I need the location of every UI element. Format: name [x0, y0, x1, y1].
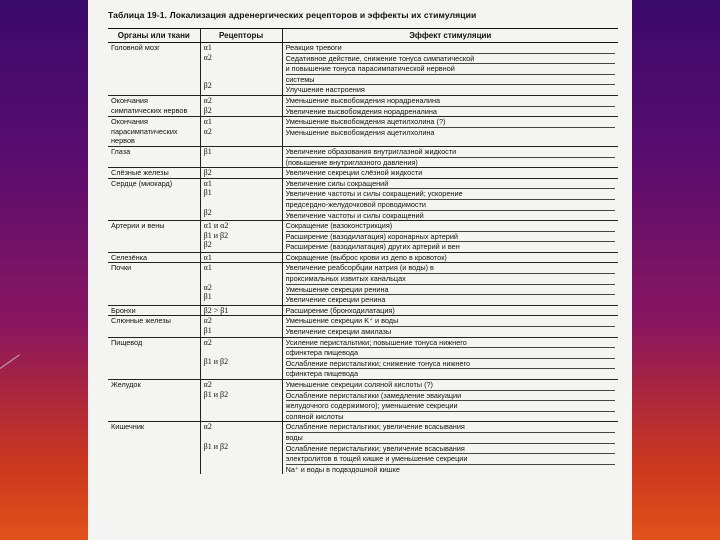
receptor-cell-line [204, 347, 279, 357]
document-page [88, 0, 632, 540]
receptor-cell-line: α1 [203, 43, 212, 52]
table-row [108, 252, 618, 263]
receptor-cell [200, 117, 282, 147]
organ-cell-line: Окончания [111, 117, 148, 127]
effect-cell-line: Ослабление перистальтики; увеличение всасывания [286, 422, 615, 433]
receptor-cell [200, 316, 282, 337]
receptor-cell-line: β1 и β2 [203, 389, 229, 399]
receptor-cell [200, 168, 282, 179]
effect-cell-line: системы [286, 75, 615, 86]
receptor-cell-line: α1 [203, 263, 212, 273]
receptor-cell-line: β2 [203, 81, 212, 91]
effect-cell-line: Ослабление перистальтики (замедление эвакуации [286, 391, 615, 402]
receptor-cell-line [204, 432, 279, 442]
effect-cell-line: Ослабление перистальтики; увеличение всасывания [286, 444, 615, 455]
effect-cell [282, 263, 618, 305]
receptor-cell-line: β2 [203, 240, 212, 250]
receptor-cell [200, 252, 282, 263]
table-row [108, 422, 618, 474]
receptor-cell [200, 221, 282, 253]
organ-cell [108, 221, 200, 253]
receptor-cell [200, 43, 282, 96]
organ-cell [108, 316, 200, 337]
receptor-cell-line: α1 [203, 252, 212, 262]
receptor-cell-line: α2 [203, 282, 212, 292]
receptor-cell-line: α2 [203, 316, 212, 326]
receptor-cell-line: β1 [203, 292, 212, 302]
effect-cell [282, 422, 618, 474]
effect-cell-line: Увеличение секреции ренина [285, 295, 386, 305]
organ-cell-line: Головной мозг [111, 43, 160, 52]
effect-cell-line: желудочного содержимого); уменьшение секреции [286, 401, 615, 412]
effect-cell-line: Увеличение секреции амилазы [285, 327, 392, 337]
receptor-cell-line: α2 [203, 380, 212, 389]
effect-cell [282, 316, 618, 337]
organ-cell [108, 95, 200, 116]
effect-cell [282, 117, 618, 147]
effect-cell-line: Уменьшение секреции K⁺ и воды [286, 316, 615, 327]
organ-cell [108, 337, 200, 379]
effect-cell-line: Реакция тревоги [286, 43, 615, 54]
effect-cell-line: Ослабление перистальтики; снижение тонуса нижнего [286, 359, 615, 370]
organ-cell [108, 252, 200, 263]
receptor-cell [200, 305, 282, 316]
effect-cell-line: Уменьшение секреции ренина [286, 285, 615, 296]
receptor-cell-line: β1 [203, 326, 212, 336]
organ-cell-line: Желудок [111, 380, 141, 389]
receptor-cell-line: β1 и β2 [203, 356, 229, 366]
effect-cell-line: Расширение (вазодилатация) других артерий и вен [285, 242, 460, 252]
receptor-cell-line: α1 и α2 [203, 221, 229, 231]
receptor-cell-line: β1 и β2 [203, 230, 229, 240]
receptor-cell-line: β2 [203, 168, 212, 178]
receptor-cell-line: β1 [203, 188, 212, 198]
organ-cell-line: Пищевод [111, 337, 143, 347]
table-row [108, 117, 618, 147]
organ-cell [108, 422, 200, 474]
table-row [108, 263, 618, 305]
effect-cell-line: Увеличение силы сокращений [286, 179, 615, 190]
organ-cell-line: нервов [111, 136, 135, 146]
organ-cell [108, 305, 200, 316]
organ-cell-line: Кишечник [111, 422, 145, 432]
receptor-cell-line: β2 [203, 105, 212, 115]
receptor-cell-line: α2 [203, 337, 212, 347]
effect-cell [282, 305, 618, 316]
effect-cell-line: Уменьшение высвобождения ацетилхолина (?) [286, 117, 615, 128]
receptor-cell-line: β1 [203, 146, 212, 156]
effect-cell-line: Расширение (бронходилатация) [285, 305, 395, 315]
receptor-table [108, 28, 618, 474]
organ-cell-line: Почки [111, 263, 132, 273]
table-title: Таблица 19-1. Локализация адренергических рецепторов и эффекты их стимуляции [108, 10, 477, 20]
header-organ: Органы или ткани [108, 29, 200, 43]
organ-cell [108, 168, 200, 179]
effect-cell-line: Na⁺ и воды в подвздошной кишке [285, 464, 400, 474]
organ-cell-line: Селезёнка [111, 252, 148, 262]
receptor-cell [200, 95, 282, 116]
receptor-cell-line: α2 [203, 126, 212, 136]
effect-cell-line: Увеличение реабсорбции натрия (и воды) в [286, 263, 615, 274]
effect-cell-line: Сокращение (вазоконстрикция) [286, 221, 615, 232]
effect-cell-line: Расширение (вазодилатация) коронарных артерий [286, 232, 615, 243]
effect-cell [282, 168, 618, 179]
organ-cell-line: Глаза [111, 146, 131, 156]
receptor-cell [200, 178, 282, 220]
effect-cell-line: сфинктера пищевода [285, 369, 359, 379]
table-row [108, 95, 618, 116]
receptor-cell-line: α1 [203, 117, 212, 127]
table-row [108, 146, 618, 167]
header-row [108, 29, 618, 43]
effect-cell-line: Увеличение секреции слёзной жидкости [285, 168, 423, 178]
effect-cell-line: Уменьшение высвобождения норадреналина [286, 96, 615, 107]
receptor-cell [200, 337, 282, 379]
receptor-cell-line: β1 и β2 [203, 441, 229, 451]
effect-cell-line: Усиление перистальтики; повышение тонуса нижнего [286, 338, 615, 349]
header-receptors: Рецепторы [200, 29, 282, 43]
receptor-cell-line [204, 198, 279, 208]
organ-cell-line: Сердце (миокард) [111, 178, 173, 188]
effect-cell-line: предсердно-желудочковой проводимости [286, 200, 615, 211]
receptor-cell-line: α2 [203, 422, 212, 432]
receptor-cell-line: β2 [203, 207, 212, 217]
effect-cell-line: электролитов в тощей кишке и уменьшение секреции [286, 454, 615, 465]
receptor-cell-line [204, 72, 279, 82]
effect-cell [282, 95, 618, 116]
receptor-cell-line [204, 273, 279, 283]
effect-cell [282, 252, 618, 263]
table-row [108, 305, 618, 316]
organ-cell-line: Слёзные железы [111, 168, 169, 178]
table-row [108, 380, 618, 422]
organ-cell [108, 117, 200, 147]
table-row [108, 337, 618, 379]
table-row [108, 168, 618, 179]
effect-cell-line: и повышение тонуса парасимпатической нервной [286, 64, 615, 75]
table-row [108, 178, 618, 220]
organ-cell-line: парасимпатических [111, 126, 178, 136]
effect-cell-line: сфинктера пищевода [286, 348, 615, 359]
organ-cell-line: симпатических нервов [111, 105, 188, 115]
table-row [108, 221, 618, 253]
effect-cell-line: (повышение внутриглазного давления) [285, 157, 418, 167]
receptor-cell [200, 146, 282, 167]
table-row [108, 316, 618, 337]
organ-cell-line: Слюнные железы [111, 316, 171, 326]
effect-cell-line: Увеличение частоты и силы сокращений; ускорение [286, 189, 615, 200]
organ-cell [108, 263, 200, 305]
organ-cell [108, 43, 200, 96]
organ-cell-line: Окончания [111, 95, 148, 105]
organ-cell [108, 146, 200, 167]
effect-cell [282, 221, 618, 253]
effect-cell-line: Увеличение высвобождения норадреналина [285, 106, 437, 116]
receptor-cell [200, 380, 282, 422]
effect-cell-line: Увеличение частоты и силы сокращений [285, 210, 424, 220]
receptor-cell-line: α2 [203, 52, 212, 62]
receptor-cell-line: α1 [203, 178, 212, 188]
effect-cell [282, 337, 618, 379]
effect-cell [282, 43, 618, 96]
organ-cell-line: Артерии и вены [111, 221, 165, 231]
effect-cell-line: Улучшение настроения [285, 85, 365, 95]
effect-cell-line: проксимальных извитых канальцах [286, 274, 615, 285]
header-effect: Эффект стимуляции [282, 29, 618, 43]
slide-background-left [0, 0, 88, 540]
table-row [108, 43, 618, 96]
organ-cell [108, 178, 200, 220]
organ-cell [108, 380, 200, 422]
effect-cell-line: Увеличение образования внутриглазной жидкости [286, 147, 615, 158]
effect-cell-line: Уменьшение секреции соляной кислоты (?) [286, 380, 615, 391]
effect-cell-line: Уменьшение высвобождения ацетилхолина [285, 127, 435, 137]
receptor-cell [200, 422, 282, 474]
effect-cell [282, 146, 618, 167]
effect-cell [282, 178, 618, 220]
organ-cell-line: Бронхи [111, 305, 136, 315]
effect-cell-line: воды [286, 433, 615, 444]
receptor-cell-line: β2 > β1 [203, 305, 229, 315]
receptor-cell [200, 263, 282, 305]
receptor-cell-line [204, 62, 279, 72]
effect-cell-line: Седативное действие, снижение тонуса симпатической [286, 54, 615, 65]
effect-cell [282, 380, 618, 422]
effect-cell-line: Сокращение (выброс крови из депо в кровоток) [285, 252, 447, 262]
receptor-cell-line: α2 [203, 95, 212, 105]
effect-cell-line: соляной кислоты [285, 411, 344, 421]
